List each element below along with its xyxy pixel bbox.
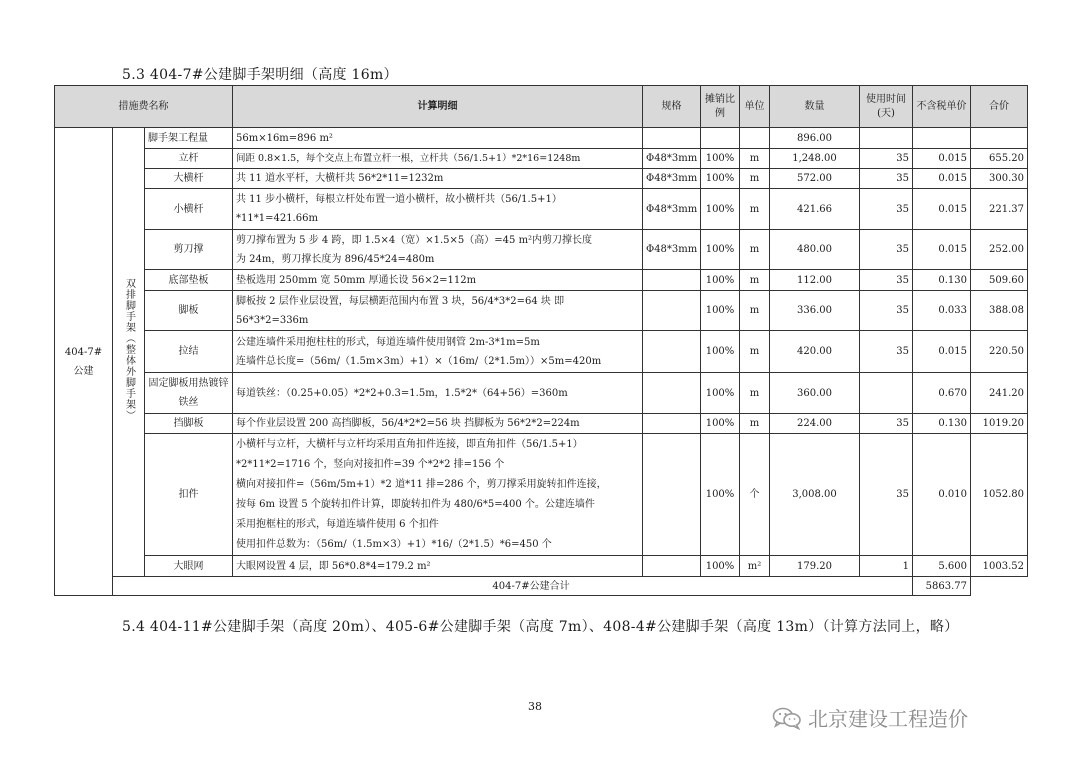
row-days: 35 [860,270,913,291]
row-name: 扣件 [145,434,233,556]
row-spec [643,270,701,291]
subtotal-total: 5863.77 [913,577,971,596]
row-total: 241.20 [971,373,1028,414]
row-calc: 大眼网设置 4 层，即 56*0.8*4=179.2 m² [233,556,643,577]
row-unit: m² [740,556,770,577]
row-calc: 剪刀撑布置为 5 步 4 跨，即 1.5×4（宽）×1.5×5（高）=45 m²内剪刀撑长度 为 24m，剪刀撑长度为 896/45*24=480m [233,230,643,270]
header-days: 使用时间(天) [860,86,913,128]
row-total: 1052.80 [971,434,1028,556]
row-days: 35 [860,291,913,331]
row-total: 221.37 [971,189,1028,230]
category-label: 双排脚手架（整体外脚手架） [123,277,135,421]
row-unit: m [740,270,770,291]
row-calc: 垫板选用 250mm 宽 50mm 厚通长设 56×2=112m [233,270,643,291]
subtotal-row [55,577,1028,596]
row-days: 1 [860,556,913,577]
row-total: 1019.20 [971,414,1028,434]
row-name: 立杆 [145,149,233,169]
row-price: 0.015 [913,169,971,189]
row-price: 0.130 [913,414,971,434]
row-days: 35 [860,149,913,169]
row-amort: 100% [701,291,740,331]
row-days [860,128,913,149]
watermark [772,703,968,732]
row-amort: 100% [701,270,740,291]
row-spec: Φ48*3mm [643,149,701,169]
row-spec: Φ48*3mm [643,169,701,189]
header-qty: 数量 [770,86,860,128]
row-price: 0.670 [913,373,971,414]
table-row [55,270,1028,291]
row-amort: 100% [701,556,740,577]
table-row [55,291,1028,331]
row-calc: 共 11 道水平杆，大横杆共 56*2*11=1232m [233,169,643,189]
row-name: 小横杆 [145,189,233,230]
row-name: 脚手架工程量 [145,128,233,149]
row-spec [643,556,701,577]
row-unit [740,128,770,149]
row-qty: 360.00 [770,373,860,414]
row-name: 剪刀撑 [145,230,233,270]
row-total: 388.08 [971,291,1028,331]
row-calc: 小横杆与立杆，大横杆与立杆均采用直角扣件连接，即直角扣件（56/1.5+1） *2*11*2=1716 个，竖向对接扣件=39 个*2*2 排=156 个 横向对接扣件=（56m/5m+1）*2 道*11 排=286 个，剪刀撑采用旋转扣件连接， 按每 6m 设置 5 个旋转扣件计算，即旋转扣件为 480/6*5=400 个。公建连墙件 采用抱框柱的形式，每道连墙件使用 6 个扣件 使用扣件总数为：（56m/（1.5m×3）+1）*16/（2*1.5）*6=450 个 [233,434,643,556]
row-total: 655.20 [971,149,1028,169]
row-price: 0.130 [913,270,971,291]
row-price: 0.033 [913,291,971,331]
row-name: 大横杆 [145,169,233,189]
row-days [860,373,913,414]
row-price: 0.015 [913,189,971,230]
section-heading: 5.3 404-7#公建脚手架明细（高度 16m） [122,67,398,83]
row-spec [643,331,701,373]
row-amort: 100% [701,373,740,414]
row-calc: 公建连墙件采用抱柱柱的形式，每道连墙件使用钢管 2m-3*1m=5m 连墙件总长度=（56m/（1.5m×3m）+1）×（16m/（2*1.5m））×5m=420m [233,331,643,373]
table-row [55,556,1028,577]
row-spec: Φ48*3mm [643,230,701,270]
table-row [55,434,1028,556]
row-qty: 112.00 [770,270,860,291]
row-amort: 100% [701,189,740,230]
row-unit: m [740,373,770,414]
row-price: 0.015 [913,149,971,169]
row-qty: 572.00 [770,169,860,189]
row-calc: 每道铁丝：（0.25+0.05）*2*2+0.3=1.5m，1.5*2*（64+56）=360m [233,373,643,414]
row-calc: 脚板按 2 层作业层设置，每层横距范围内布置 3 块，56/4*3*2=64 块 即 56*3*2=336m [233,291,643,331]
table-row [55,169,1028,189]
watermark-text: 北京建设工程造价 [808,707,968,731]
row-name: 固定脚板用热镀锌铁丝 [145,373,233,414]
next-section-heading: 5.4 404-11#公建脚手架（高度 20m）、405-6#公建脚手架（高度 7m）、408-4#公建脚手架（高度 13m）（计算方法同上，略） [122,619,959,635]
header-spec: 规格 [643,86,701,128]
table-row [55,128,1028,149]
row-qty: 224.00 [770,414,860,434]
row-qty: 179.20 [770,556,860,577]
row-spec [643,414,701,434]
header-calc-detail: 计算明细 [233,86,643,128]
table-row [55,331,1028,373]
row-days: 35 [860,189,913,230]
row-calc: 间距 0.8×1.5，每个交点上布置立杆一根，立杆共（56/1.5+1）*2*16=1248m [233,149,643,169]
table-row [55,189,1028,230]
row-qty: 336.00 [770,291,860,331]
subtotal-label: 404-7#公建合计 [113,577,913,596]
row-unit: m [740,414,770,434]
header-amort: 摊销比例 [701,86,740,128]
row-amort: 100% [701,331,740,373]
row-days: 35 [860,434,913,556]
row-name: 大眼网 [145,556,233,577]
row-amort: 100% [701,230,740,270]
row-amort [701,128,740,149]
row-spec [643,291,701,331]
row-unit: m [740,189,770,230]
row-unit: m [740,331,770,373]
row-price [913,128,971,149]
category-cell [113,128,145,577]
header-unit: 单位 [740,86,770,128]
row-total: 1003.52 [971,556,1028,577]
row-qty: 896.00 [770,128,860,149]
scaffold-detail-table [54,85,1028,596]
row-amort: 100% [701,414,740,434]
row-spec [643,434,701,556]
row-total: 252.00 [971,230,1028,270]
row-qty: 421.66 [770,189,860,230]
wechat-icon [772,706,802,730]
row-unit: m [740,230,770,270]
table-row [55,149,1028,169]
row-price: 0.015 [913,230,971,270]
row-spec [643,128,701,149]
row-name: 挡脚板 [145,414,233,434]
header-measure-name: 措施费名称 [55,86,233,128]
row-unit: 个 [740,434,770,556]
row-qty: 420.00 [770,331,860,373]
row-name: 底部垫板 [145,270,233,291]
table-row [55,373,1028,414]
row-total: 300.30 [971,169,1028,189]
row-name: 脚板 [145,291,233,331]
building-cell [55,128,113,596]
row-total [971,128,1028,149]
page-number: 38 [528,700,542,713]
row-days: 35 [860,230,913,270]
row-spec: Φ48*3mm [643,189,701,230]
row-qty: 3,008.00 [770,434,860,556]
row-price: 0.015 [913,331,971,373]
row-amort: 100% [701,149,740,169]
row-amort: 100% [701,434,740,556]
row-calc: 共 11 步小横杆，每根立杆处布置一道小横杆，故小横杆共（56/1.5+1） *11*1=421.66m [233,189,643,230]
table-row [55,414,1028,434]
row-unit: m [740,149,770,169]
row-calc: 56m×16m=896 m² [233,128,643,149]
row-unit: m [740,169,770,189]
row-calc: 每个作业层设置 200 高挡脚板，56/4*2*2=56 块 挡脚板为 56*2*2=224m [233,414,643,434]
row-qty: 480.00 [770,230,860,270]
table-row [55,230,1028,270]
row-price: 5.600 [913,556,971,577]
row-name: 拉结 [145,331,233,373]
header-price: 不含税单价 [913,86,971,128]
header-total: 合价 [971,86,1028,128]
row-spec [643,373,701,414]
building-label: 404-7#公建 [64,346,103,377]
row-total: 509.60 [971,270,1028,291]
row-qty: 1,248.00 [770,149,860,169]
table-header-row [55,86,1028,128]
row-amort: 100% [701,169,740,189]
row-days: 35 [860,414,913,434]
row-price: 0.010 [913,434,971,556]
row-unit: m [740,291,770,331]
row-days: 35 [860,331,913,373]
row-days: 35 [860,169,913,189]
row-total: 220.50 [971,331,1028,373]
